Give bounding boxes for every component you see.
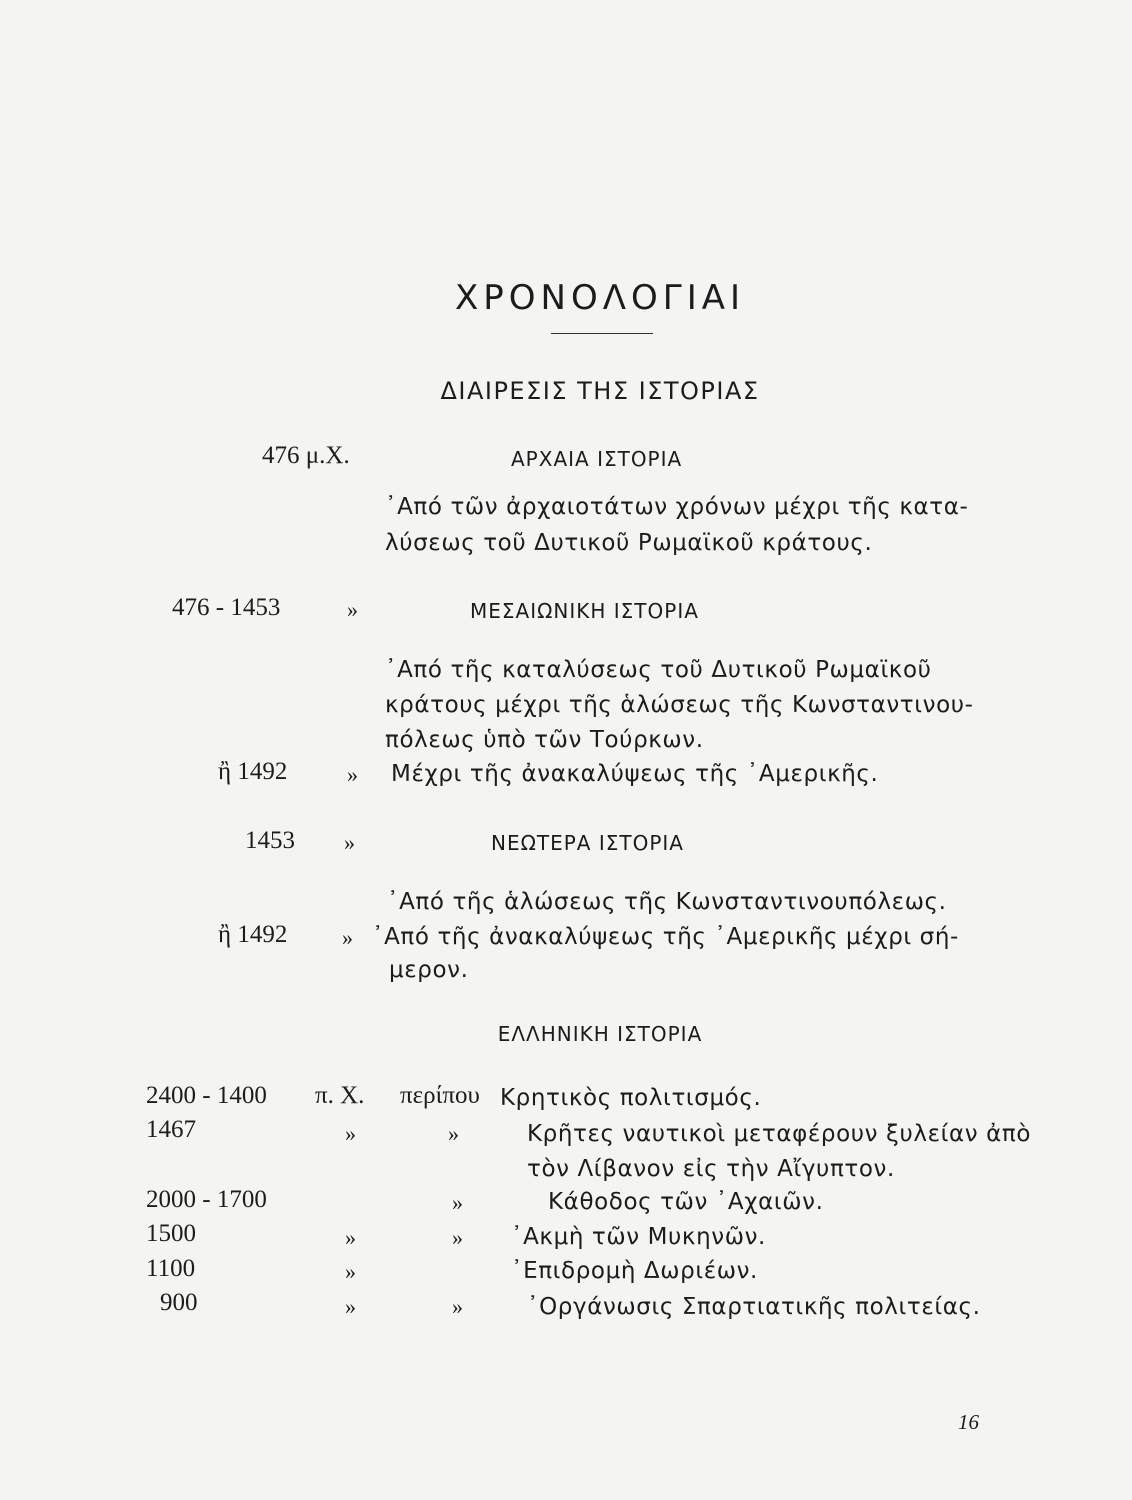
modern-text-line-1: ᾿Από τῆς ἁλώσεως τῆς Κωνσταντινουπόλεως. [387,889,947,915]
greek-row-ditto: » [345,1259,356,1284]
greek-row-era: π. Χ. [315,1082,365,1109]
medieval-text-line-3: πόλεως ὑπὸ τῶν Τούρκων. [385,727,704,753]
page-number: 16 [958,1410,979,1434]
ancient-date: 476 μ.Χ. [262,442,350,469]
medieval-text-line-1: ᾿Από τῆς καταλύσεως τοῦ Δυτικοῦ Ρωμαϊκοῦ [385,657,932,683]
greek-row-text: Κρῆτες ναυτικοὶ μεταφέρουν ξυλείαν ἀπὸ [527,1121,1031,1147]
modern-alt-text-line-1: ᾿Από τῆς ἀνακαλύψεως τῆς ᾿Αμερικῆς μέχρι σή- [372,924,959,950]
modern-date: 1453 [245,827,295,854]
medieval-mark: » [347,597,358,622]
greek-row-date: 1100 [146,1255,196,1282]
medieval-text-line-2: κράτους μέχρι τῆς ἁλώσεως τῆς Κωνσταντινου- [385,692,974,718]
medieval-alt-mark: » [347,762,358,787]
medieval-alt-text: Μέχρι τῆς ἀνακαλύψεως τῆς ᾿Αμερικῆς. [391,761,879,787]
medieval-date: 476 - 1453 [172,594,281,621]
modern-alt-mark: » [342,925,353,950]
greek-row-ditto: » [448,1121,459,1146]
modern-heading: ΝΕΩΤΕΡΑ ΙΣΤΟΡΙΑ [491,831,684,855]
greek-row-date: 2000 - 1700 [146,1186,267,1213]
section-subtitle: ΔΙΑΙΡΕΣΙΣ ΤΗΣ ΙΣΤΟΡΙΑΣ [440,377,760,405]
greek-history-heading: ΕΛΛΗΝΙΚΗ ΙΣΤΟΡΙΑ [497,1022,703,1046]
greek-row-text-continued: τὸν Λίβανον εἰς τὴν Αἴγυπτον. [527,1156,895,1182]
greek-row-text: ᾿Οργάνωσις Σπαρτιατικῆς πολιτείας. [527,1294,981,1320]
greek-row-date: 900 [160,1289,198,1316]
greek-row-ditto: » [345,1121,356,1146]
greek-row-ditto: » [345,1225,356,1250]
ancient-heading: ΑΡΧΑΙΑ ΙΣΤΟΡΙΑ [511,447,683,471]
ancient-text-line-2: λύσεως τοῦ Δυτικοῦ Ρωμαϊκοῦ κράτους. [385,530,873,556]
medieval-alt-date: ἢ 1492 [218,758,288,785]
greek-row-text: ᾿Επιδρομὴ Δωριέων. [511,1258,758,1284]
greek-row-text: Κάθοδος τῶν ᾿Αχαιῶν. [548,1189,824,1215]
medieval-heading: ΜΕΣΑΙΩΝΙΚΗ ΙΣΤΟΡΙΑ [470,599,699,623]
modern-mark: » [344,830,355,855]
greek-row-date: 2400 - 1400 [146,1082,267,1109]
greek-row-text: Κρητικὸς πολιτισμός. [500,1085,762,1111]
greek-row-ditto: » [452,1294,463,1319]
greek-row-date: 1500 [146,1220,196,1247]
ancient-text-line-1: ᾿Από τῶν ἀρχαιοτάτων χρόνων μέχρι τῆς κατα- [385,494,969,520]
greek-row-date: 1467 [146,1116,196,1143]
page-title: ΧΡΟΝΟΛΟΓΙΑΙ [454,278,746,318]
modern-alt-text-line-2: μερον. [389,957,469,983]
greek-row-ditto: » [452,1225,463,1250]
greek-row-text: ᾿Ακμὴ τῶν Μυκηνῶν. [511,1224,766,1250]
greek-row-ditto: » [452,1190,463,1215]
greek-row-ditto: » [345,1294,356,1319]
title-divider [551,333,653,334]
modern-alt-date: ἢ 1492 [218,921,288,948]
greek-row-approx: περίπου [400,1082,480,1109]
